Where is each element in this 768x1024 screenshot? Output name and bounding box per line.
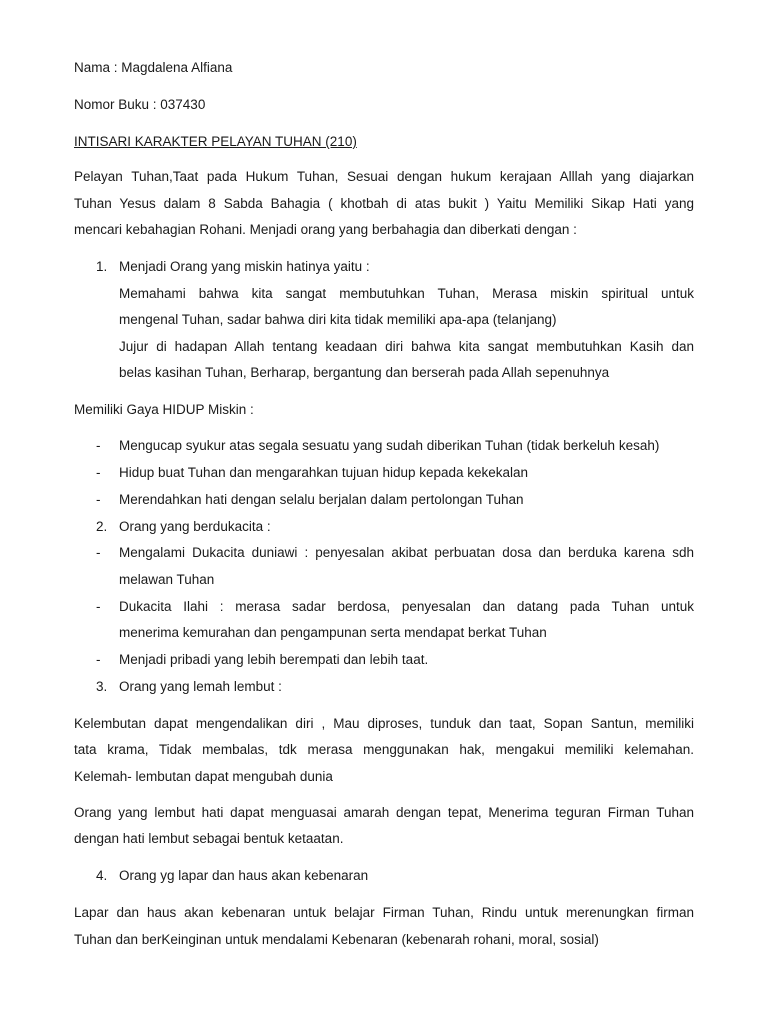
item3-number: 3.	[96, 679, 108, 694]
item2-bullet-1-line-1: Mengalami Dukacita duniawi : penyesalan akibat perbuatan dosa dan berduka karena sdh	[119, 545, 694, 560]
intro-line-2: Tuhan Yesus dalam 8 Sabda Bahagia ( khotbah di atas bukit ) Yaitu Memiliki Sikap Hati yang	[74, 196, 694, 211]
intro-line-1: Pelayan Tuhan,Taat pada Hukum Tuhan, Sesuai dengan hukum kerajaan Alllah yang diajarkan	[74, 169, 694, 184]
item1-p1-line-2: mengenal Tuhan, sadar bahwa diri kita tidak memiliki apa-apa (telanjang)	[119, 312, 557, 327]
intro-line-3: mencari kebahagian Rohani. Menjadi orang yang berbahagia dan diberkati dengan :	[74, 222, 577, 237]
gaya-bullet-2: Hidup buat Tuhan dan mengarahkan tujuan hidup kepada kekekalan	[119, 465, 529, 480]
bullet-dash: -	[96, 545, 101, 560]
nomor-buku-line: Nomor Buku : 037430	[74, 97, 206, 112]
item3-p1-line-2: tata krama, Tidak membalas, tdk merasa menggunakan hak, mengakui memiliki kelemahan.	[74, 742, 694, 757]
bullet-dash: -	[96, 438, 101, 453]
item2-bullet-3: Menjadi pribadi yang lebih berempati dan lebih taat.	[119, 652, 429, 667]
item3-title: Orang yang lemah lembut :	[119, 679, 282, 694]
gaya-hidup-title: Memiliki Gaya HIDUP Miskin :	[74, 402, 254, 417]
nama-line: Nama : Magdalena Alfiana	[74, 60, 233, 75]
bullet-dash: -	[96, 599, 101, 614]
bullet-dash: -	[96, 492, 101, 507]
item1-p2-line-2: belas kasihan Tuhan, Berharap, bergantung dan berserah pada Allah sepenuhnya	[119, 365, 610, 380]
item3-p2-line-1: Orang yang lembut hati dapat menguasai amarah dengan tepat, Menerima teguran Firman Tuhan	[74, 805, 694, 820]
item3-p1-line-1: Kelembutan dapat mengendalikan diri , Mau diproses, tunduk dan taat, Sopan Santun, memiliki	[74, 716, 694, 731]
gaya-bullet-1: Mengucap syukur atas segala sesuatu yang sudah diberikan Tuhan (tidak berkeluh kesah)	[119, 438, 660, 453]
item1-number: 1.	[96, 259, 108, 274]
item4-p1-line-1: Lapar dan haus akan kebenaran untuk belajar Firman Tuhan, Rindu untuk merenungkan firman	[74, 905, 694, 920]
document-title: INTISARI KARAKTER PELAYAN TUHAN (210)	[74, 134, 357, 149]
item4-p1-line-2: Tuhan dan berKeinginan untuk mendalami Kebenaran (kebenarah rohani, moral, sosial)	[74, 932, 599, 947]
bullet-dash: -	[96, 652, 101, 667]
item1-p1-line-1: Memahami bahwa kita sangat membutuhkan Tuhan, Merasa miskin spiritual untuk	[119, 286, 694, 301]
item2-title: Orang yang berdukacita :	[119, 519, 271, 534]
item2-number: 2.	[96, 519, 108, 534]
item2-bullet-2-line-1: Dukacita Ilahi : merasa sadar berdosa, penyesalan dan datang pada Tuhan untuk	[119, 599, 694, 614]
item4-title: Orang yg lapar dan haus akan kebenaran	[119, 868, 369, 883]
gaya-bullet-3: Merendahkan hati dengan selalu berjalan dalam pertolongan Tuhan	[119, 492, 524, 507]
item2-bullet-1-line-2: melawan Tuhan	[119, 572, 215, 587]
item2-bullet-2-line-2: menerima kemurahan dan pengampunan serta mendapat berkat Tuhan	[119, 625, 547, 640]
item1-p2-line-1: Jujur di hadapan Allah tentang keadaan diri bahwa kita sangat membutuhkan Kasih dan	[119, 339, 694, 354]
bullet-dash: -	[96, 465, 101, 480]
item4-number: 4.	[96, 868, 108, 883]
item3-p2-line-2: dengan hati lembut sebagai bentuk ketaatan.	[74, 831, 344, 846]
item3-p1-line-3: Kelemah- lembutan dapat mengubah dunia	[74, 769, 333, 784]
item1-title: Menjadi Orang yang miskin hatinya yaitu :	[119, 259, 370, 274]
